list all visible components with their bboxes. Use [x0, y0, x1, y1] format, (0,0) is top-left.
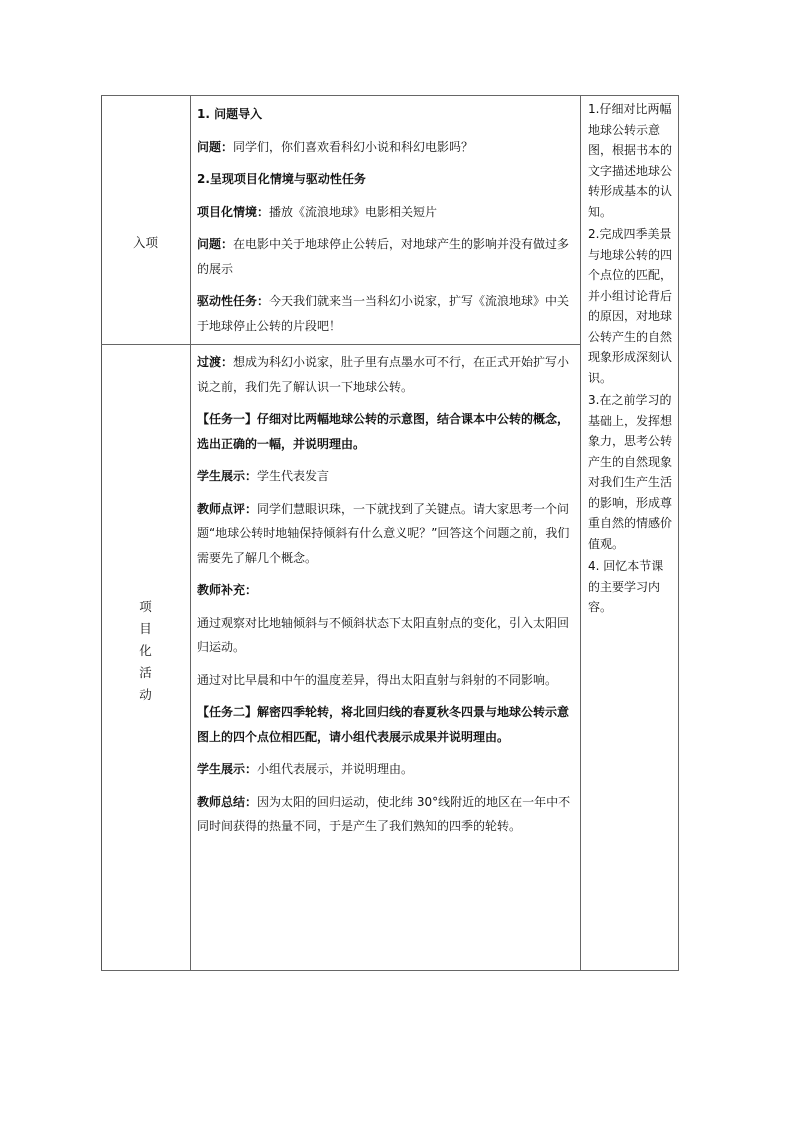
stage-label-activity — [101, 596, 190, 706]
activity-item — [197, 757, 577, 782]
stage-char: 化 — [139, 643, 152, 658]
stage-char: 项 — [139, 599, 152, 614]
objective-item: 4. 回忆本节课的主要学习内容。 — [588, 559, 664, 614]
activity-item — [197, 578, 577, 603]
objective-item: 2.完成四季美景与地球公转的四个点位的匹配，并小组讨论背后的原因，对地球公转产生的自然现象形成深刻认识。 — [588, 227, 673, 385]
item-text: 小组代表展示，并说明理由。 — [257, 762, 414, 776]
intro-item — [197, 200, 577, 225]
objectives-column — [588, 99, 672, 620]
item-text: 想成为科幻小说家，肚子里有点墨水可不行，在正式开始扩写小说之前，我们先了解认识一下地球公转。 — [197, 355, 570, 394]
item-text: 通过对比早晨和中午的温度差异，得出太阳直射与斜射的不同影响。 — [197, 672, 558, 687]
objective-item: 1.仔细对比两幅地球公转示意图，根据书本的文字描述地球公转形成基本的认知。 — [588, 102, 673, 219]
column-divider — [190, 96, 191, 970]
activity-item — [197, 611, 577, 660]
item-heading: 过渡： — [197, 355, 234, 369]
item-text: 学生代表发言 — [257, 469, 330, 483]
item-heading: 2.呈现项目化情境与驱动性任务 — [197, 172, 366, 186]
activity-item — [197, 464, 577, 489]
item-heading: 1. 问题导入 — [197, 107, 263, 121]
intro-item — [197, 289, 577, 338]
stage-text: 入项 — [132, 235, 158, 250]
item-heading: 驱动性任务： — [197, 294, 270, 308]
item-heading: 项目化情境： — [197, 204, 270, 219]
intro-item — [197, 102, 577, 127]
activity-content — [197, 350, 577, 847]
activity-item — [197, 497, 577, 571]
intro-item — [197, 232, 577, 281]
item-heading: 教师总结： — [197, 794, 258, 809]
stage-char: 活 — [139, 665, 152, 680]
item-heading: 问题： — [197, 237, 234, 251]
item-text: 因为太阳的回归运动，使北纬 30°线附近的地区在一年中不同时间获得的热量不同，于是产生了我们熟知的四季的轮转。 — [197, 794, 571, 833]
intro-content — [197, 102, 577, 346]
activity-item — [197, 700, 577, 749]
item-text: 在电影中关于地球停止公转后，对地球产生的影响并没有做过多的展示 — [197, 237, 570, 276]
item-heading: 教师点评： — [197, 501, 258, 516]
activity-item — [197, 790, 577, 839]
item-heading: 【任务一】仔细对比两幅地球公转的示意图，结合课本中公转的概念，选出正确的一幅，并说明理由。 — [197, 412, 570, 451]
intro-item — [197, 167, 577, 192]
activity-item — [197, 668, 577, 693]
intro-item — [197, 135, 577, 160]
stage-char: 目 — [139, 621, 152, 636]
item-heading: 【任务二】解密四季轮转，将北回归线的春夏秋冬四景与地球公转示意图上的四个点位相匹配，请小组代表展示成果并说明理由。 — [197, 705, 570, 744]
item-text: 同学们，你们喜欢看科幻小说和科幻电影吗？ — [233, 139, 474, 154]
item-heading: 问题： — [197, 139, 234, 154]
column-divider — [580, 96, 581, 970]
item-heading: 学生展示： — [197, 469, 258, 483]
stage-char: 动 — [139, 687, 152, 702]
lesson-table — [101, 95, 679, 971]
item-text: 今天我们就来当一当科幻小说家，扩写《流浪地球》中关于地球停止公转的片段吧！ — [197, 294, 570, 333]
activity-item — [197, 350, 577, 399]
item-heading: 学生展示： — [197, 762, 258, 776]
item-text: 同学们慧眼识珠，一下就找到了关键点。请大家思考一个问题“地球公转时地轴保持倾斜有什么意义呢？”回答这个问题之前，我们需要先了解几个概念。 — [197, 501, 570, 565]
item-heading: 教师补充： — [197, 583, 258, 597]
objective-item: 3.在之前学习的基础上，发挥想象力，思考公转产生的自然现象对我们生产生活的影响，形成尊重自然的情感价值观。 — [588, 393, 673, 551]
item-text: 播放《流浪地球》电影相关短片 — [269, 204, 438, 219]
item-text: 通过观察对比地轴倾斜与不倾斜状态下太阳直射点的变化，引入太阳回归运动。 — [197, 615, 570, 654]
activity-item — [197, 407, 577, 456]
stage-label-intro — [101, 232, 190, 254]
